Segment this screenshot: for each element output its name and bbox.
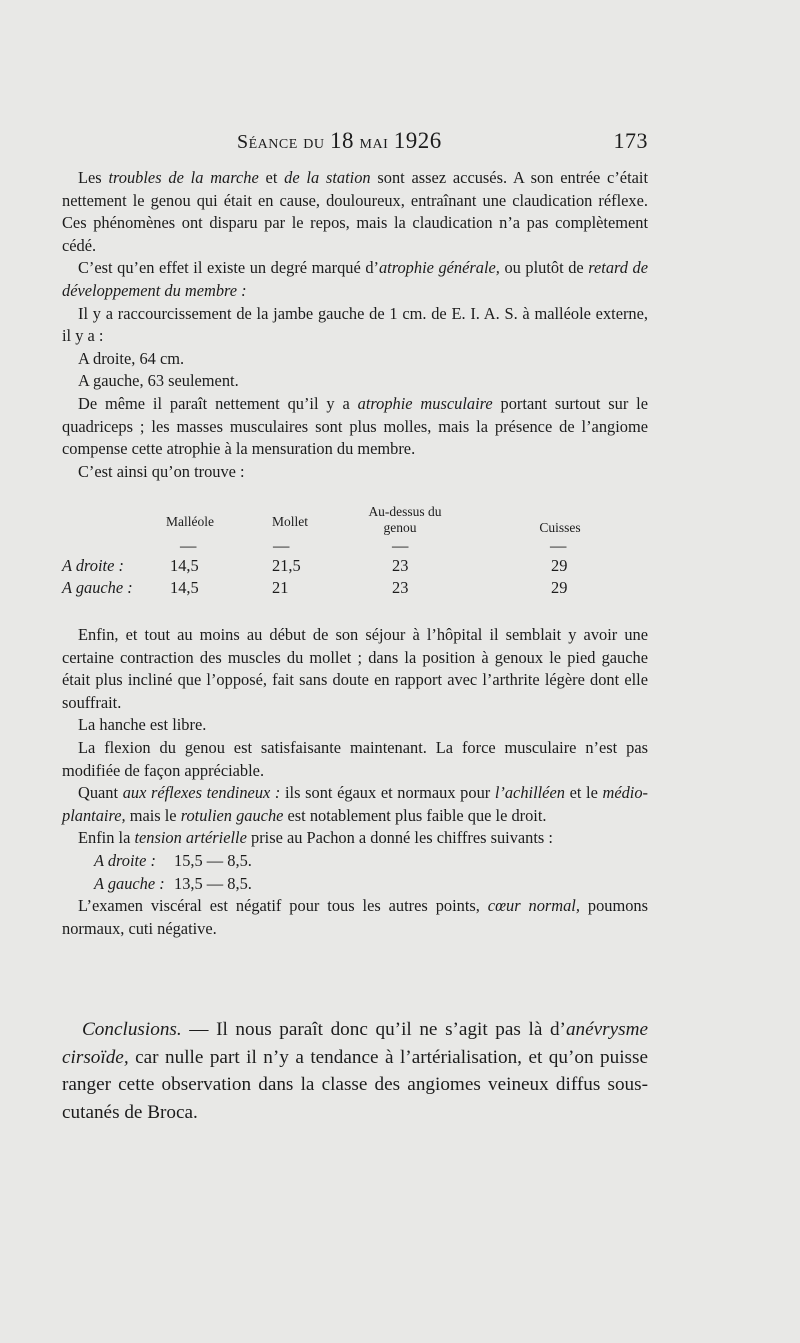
cell-cuisses: 29 <box>551 556 568 575</box>
table-row <box>0 578 586 600</box>
conclusion-text <box>62 1016 648 1126</box>
column-dash: — <box>392 536 409 555</box>
running-header <box>62 124 648 158</box>
cell-malleole: 14,5 <box>170 578 199 597</box>
paragraph: L’examen viscéral est négatif pour tous les autres points, cœur normal, poumons normaux, cuti négative. <box>62 896 648 938</box>
column-dash: — <box>273 536 290 555</box>
table-row <box>0 556 586 578</box>
cell-cuisses: 29 <box>551 578 568 597</box>
measurement-table <box>0 500 800 608</box>
body-text-lower <box>62 624 648 940</box>
conclusion-paragraph: Conclusions. — Il nous paraît donc qu’il ne s’agit pas là d’anévrysme cirsoïde, car nulle part il n’y a tendance à l’artérialisation, et qu’on puisse ranger cette observation dans la classe des angiomes veineux diffus sous-cutanés de Broca. <box>62 1019 648 1123</box>
column-header-au-dessus: Au-dessus du <box>368 504 442 519</box>
tension-line: A gauche : 13,5 — 8,5. <box>94 873 252 893</box>
row-label: A droite : <box>62 556 124 575</box>
tension-line: A droite : 15,5 — 8,5. <box>94 850 252 870</box>
column-header-genou: genou <box>383 520 417 535</box>
column-header-mollet: Mollet <box>272 514 308 529</box>
paragraph: C’est qu’en effet il existe un degré marqué d’atrophie générale, ou plutôt de retard de développement du membre : <box>62 258 648 300</box>
cell-mollet: 21,5 <box>272 556 301 575</box>
column-dash: — <box>550 536 567 555</box>
paragraph: A gauche, 63 seulement. <box>78 371 239 391</box>
paragraph: La hanche est libre. <box>78 715 207 735</box>
paragraph: De même il paraît nettement qu’il y a atrophie musculaire portant surtout sur le quadriceps ; les masses musculaires sont plus molles, mais la présence de l’angiome compense cette atrophie à la mensuration du membre. <box>62 393 648 459</box>
column-header-cuisses: Cuisses <box>539 520 581 535</box>
cell-genou: 23 <box>392 556 409 575</box>
body-text-upper <box>62 167 648 483</box>
paragraph: La flexion du genou est satisfaisante maintenant. La force musculaire n’est pas modifiée de façon appréciable. <box>62 737 648 780</box>
column-dash: — <box>180 536 197 555</box>
cell-genou: 23 <box>392 578 409 597</box>
paragraph: Enfin la tension artérielle prise au Pachon a donné les chiffres suivants : <box>78 828 553 848</box>
paragraph: Quant aux réflexes tendineux : ils sont égaux et normaux pour l’achilléen et le médio-plantaire, mais le rotulien gauche est notablement plus faible que le droit. <box>62 783 648 825</box>
row-label: A gauche : <box>62 578 133 597</box>
cell-mollet: 21 <box>272 578 289 597</box>
paragraph: C’est ainsi qu’on trouve : <box>78 461 245 481</box>
paragraph: A droite, 64 cm. <box>78 348 185 368</box>
paragraph: Il y a raccourcissement de la jambe gauche de 1 cm. de E. I. A. S. à malléole externe, il y a : <box>62 303 648 346</box>
paragraph: Enfin, et tout au moins au début de son séjour à l’hôpital il semblait y avoir une certaine contraction des muscles du mollet ; dans la position à genoux le pied gauche était plus incliné que l’opposé, fait sans doute en rapport avec l’arthrite légère dont elle souffrait. <box>62 625 648 712</box>
paragraph: Les troubles de la marche et de la station sont assez accusés. A son entrée c’était nettement le genou qui était en cause, douloureux, entraînant une claudication réflexe. Ces phénomènes ont disparu par le repos, mais la claudication n’a pas complètement cédé. <box>62 168 648 255</box>
column-header-malleole: Malléole <box>166 514 214 529</box>
cell-malleole: 14,5 <box>170 556 199 575</box>
header-title: Séance du 18 mai 1926 <box>237 128 442 153</box>
page-number: 173 <box>613 128 648 153</box>
